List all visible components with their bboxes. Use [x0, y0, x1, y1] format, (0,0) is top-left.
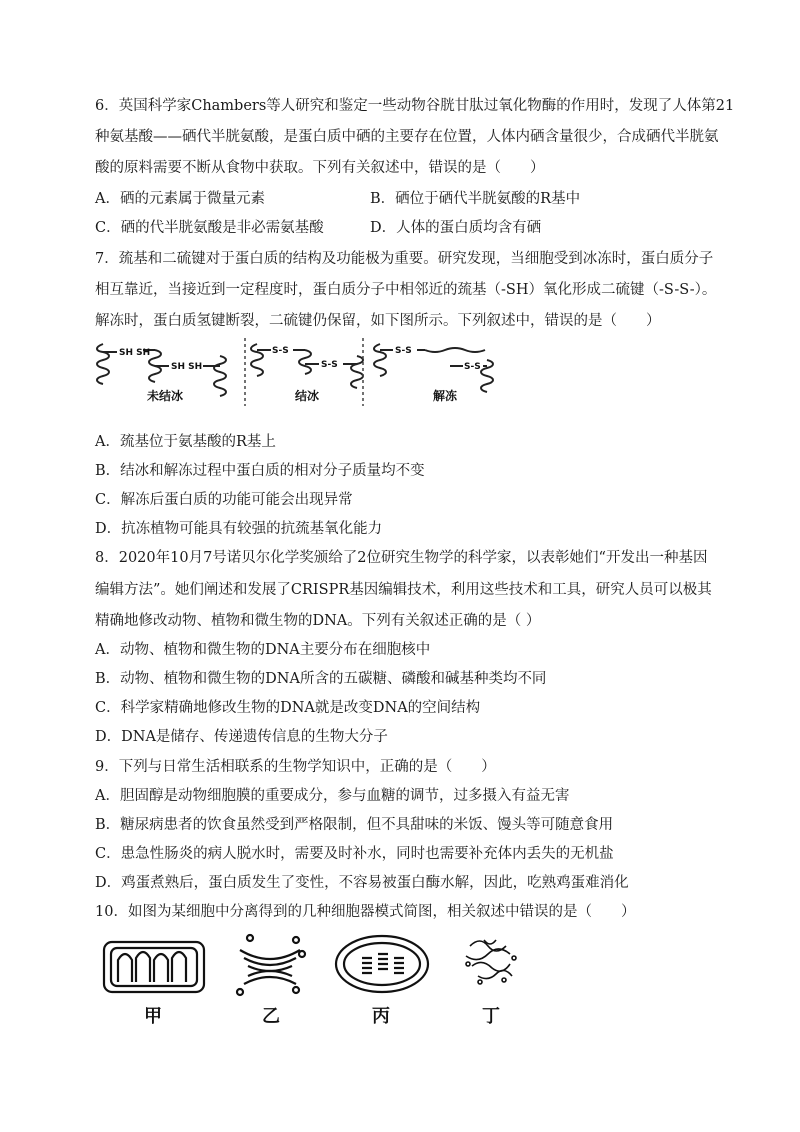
q7-option-d: D．抗冻植物可能具有较强的抗巯基氧化能力	[95, 521, 383, 537]
q6-stem-line-1: 6．英国科学家Chambers等人研究和鉴定一些动物谷胱甘肽过氧化物酶的作用时，发现了人体第21	[95, 98, 735, 114]
sh-label-2: SH SH	[171, 362, 203, 372]
endoplasmic-reticulum-icon	[466, 940, 516, 984]
protein-chain-1c	[214, 356, 226, 396]
sh-label-1: SH SH	[119, 348, 151, 358]
q6-option-c: C．硒的代半胱氨酸是非必需氨基酸	[95, 220, 324, 236]
protein-chain-3c	[481, 360, 493, 392]
q6-stem-line-2: 种氨基酸——硒代半胱氨酸，是蛋白质中硒的主要存在位置，人体内硒含量很少，合成硒代半胱氨	[95, 129, 719, 145]
q8-option-b: B．动物、植物和微生物的DNA所含的五碳糖、磷酸和碱基种类均不同	[95, 671, 547, 687]
caption-frozen: 结冰	[295, 389, 320, 403]
q8-option-d: D．DNA是储存、传递遗传信息的生物大分子	[95, 729, 388, 745]
q7-option-b: B．结冰和解冻过程中蛋白质的相对分子质量均不变	[95, 463, 425, 479]
q7-stem-line-3: 解冻时，蛋白质氢键断裂，二硫键仍保留，如下图所示。下列叙述中，错误的是（ ）	[95, 313, 661, 329]
q6-option-a: A．硒的元素属于微量元素	[95, 191, 265, 207]
q8-option-a: A．动物、植物和微生物的DNA主要分布在细胞核中	[95, 642, 431, 658]
q6-option-d: D．人体的蛋白质均含有硒	[370, 220, 542, 236]
q9-option-a: A．胆固醇是动物细胞膜的重要成分，参与血糖的调节，过多摄入有益无害	[95, 788, 570, 804]
caption-jia: 甲	[144, 1006, 162, 1027]
disulfide-bond-figure	[95, 336, 515, 410]
golgi-apparatus-icon	[237, 935, 305, 995]
q8-option-c: C．科学家精确地修改生物的DNA就是改变DNA的空间结构	[95, 700, 481, 716]
q9-option-b: B．糖尿病患者的饮食虽然受到严格限制，但不具甜味的米饭、馒头等可随意食用	[95, 817, 614, 833]
q10-stem-line-1: 10．如图为某细胞中分离得到的几种细胞器模式简图，相关叙述中错误的是（ ）	[95, 904, 636, 920]
q8-stem-line-1: 8．2020年10月7号诺贝尔化学奖颁给了2位研究生物学的科学家，以表彰她们“开发出一种基因	[95, 550, 708, 566]
q8-stem-line-2: 编辑方法”。她们阐述和发展了CRISPR基因编辑技术，利用这些技术和工具，研究人员可以极其	[95, 582, 712, 598]
ss-label-1: S-S	[272, 346, 289, 356]
protein-chain-3a	[374, 344, 386, 376]
ss-label-2: S-S	[321, 360, 338, 370]
caption-ding: 丁	[482, 1006, 500, 1027]
caption-bing: 丙	[372, 1006, 390, 1027]
q7-stem-line-2: 相互靠近，当接近到一定程度时，蛋白质分子中相邻近的巯基（-SH）氧化形成二硫键（-S-S-）。	[95, 282, 717, 298]
q9-option-d: D．鸡蛋煮熟后，蛋白质发生了变性，不容易被蛋白酶水解，因此，吃熟鸡蛋难消化	[95, 875, 629, 891]
protein-chain-2c	[351, 356, 363, 388]
chloroplast-icon	[104, 942, 204, 992]
organelles-figure	[100, 928, 540, 1030]
ss-label-3: S-S	[395, 346, 412, 356]
caption-unfrozen: 未结冰	[147, 389, 184, 403]
q8-stem-line-3: 精确地修改动物、植物和微生物的DNA。下列有关叙述正确的是（ ）	[95, 613, 541, 629]
q9-stem-line-1: 9．下列与日常生活相联系的生物学知识中，正确的是（ ）	[95, 759, 496, 775]
organelle-with-stacks-icon	[336, 936, 428, 992]
protein-chain-2a	[251, 344, 263, 376]
protein-chain-1a	[97, 344, 109, 384]
protein-chain-3b	[425, 348, 485, 352]
ss-label-4: S-S	[464, 362, 481, 372]
caption-thawed: 解冻	[433, 389, 458, 403]
q7-option-a: A．巯基位于氨基酸的R基上	[95, 434, 276, 450]
q6-stem-line-3: 酸的原料需要不断从食物中获取。下列有关叙述中，错误的是（ ）	[95, 160, 545, 176]
q9-option-c: C．患急性肠炎的病人脱水时，需要及时补水，同时也需要补充体内丢失的无机盐	[95, 846, 614, 862]
protein-chain-2b	[299, 350, 311, 374]
q7-option-c: C．解冻后蛋白质的功能可能会出现异常	[95, 492, 353, 508]
q6-option-b: B．硒位于硒代半胱氨酸的R基中	[370, 191, 581, 207]
caption-yi: 乙	[262, 1006, 280, 1027]
q7-stem-line-1: 7．巯基和二硫键对于蛋白质的结构及功能极为重要。研究发现，当细胞受到冰冻时，蛋白质分子	[95, 251, 714, 267]
